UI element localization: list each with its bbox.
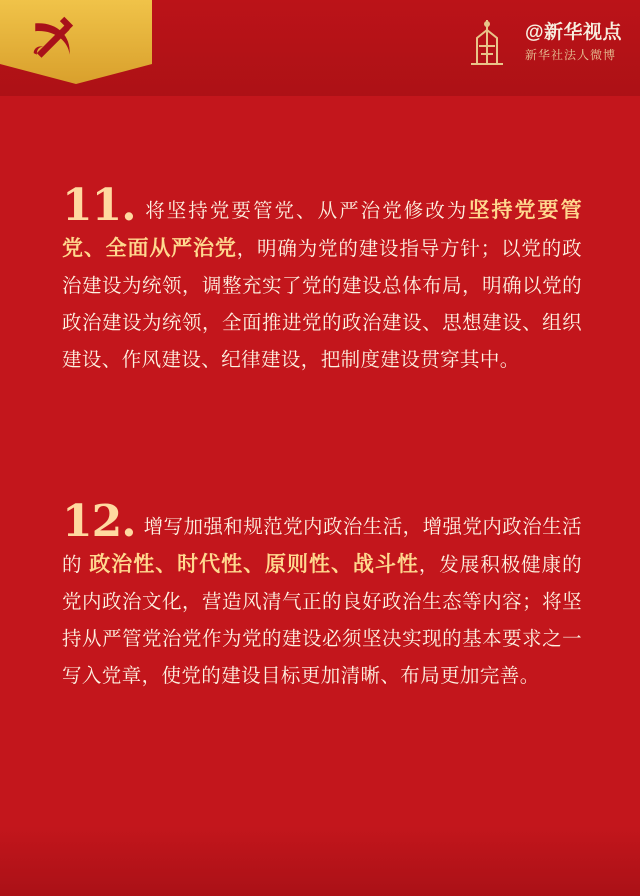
item-11-segment-1: 将坚持党要管党、从严治党修改为	[143, 200, 469, 222]
brand-title: @新华视点	[524, 22, 622, 44]
article-item-11	[62, 180, 582, 379]
xinhua-tower-icon	[459, 16, 515, 68]
bottom-gradient	[0, 826, 640, 896]
item-11-segment-2-highlight: 坚持党要管党、全面从严治党	[62, 199, 582, 260]
page-header	[0, 0, 640, 96]
document-body	[0, 96, 640, 896]
brand-logo	[459, 16, 622, 68]
item-12-segment-3: ，发展积极健康的党内政治文化，营造风清气正的良好政治生态等内容；将坚持从严管党治党作为党的建设必须坚决实现的基本要求之一写入党章，使党的建设目标更加清晰、布局更加完善。	[62, 554, 583, 687]
hammer-sickle-icon	[28, 14, 80, 64]
item-number-11: 11.	[62, 180, 136, 231]
item-number-12: 12.	[62, 496, 136, 547]
item-12-segment-1: 增写加强和规范党内政治生活，增强党内政治生活的	[62, 516, 582, 576]
item-12-segment-2-highlight: 政治性、时代性、原则性、战斗性	[82, 553, 419, 576]
item-11-segment-3: ，明确为党的建设指导方针；以党的政治建设为统领，调整充实了党的建设总体布局，明确以党的政治建设为统领，全面推进党的政治建设、思想建设、组织建设、作风建设、纪律建设，把制度建设贯穿其中。	[62, 238, 582, 371]
brand-text-block	[525, 21, 622, 63]
article-item-12	[62, 496, 583, 695]
brand-subtitle: 新华社法人微博	[524, 47, 616, 62]
